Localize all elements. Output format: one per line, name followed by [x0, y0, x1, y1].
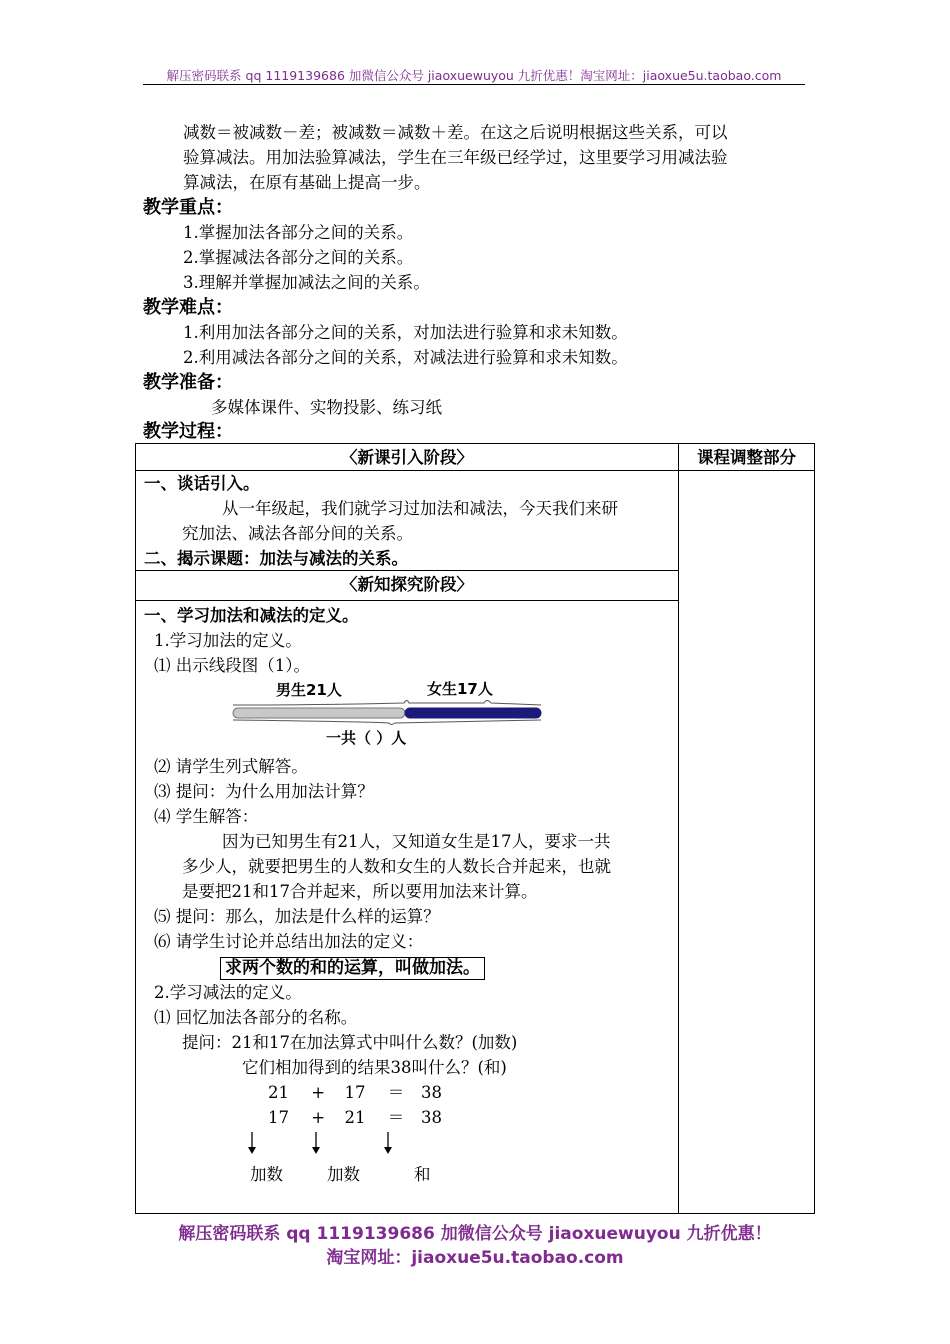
question-text: 提问：21和17在加法算式中叫什么数？(加数): [182, 1033, 518, 1052]
down-arrows: [244, 1130, 404, 1156]
step-item: ⑵ 请学生列式解答。: [154, 757, 308, 776]
eq-addend-b: 21: [344, 1108, 366, 1127]
eq-equals: ＝: [387, 1108, 405, 1127]
equation-row: [144, 1080, 674, 1105]
preparation-section: [143, 370, 823, 420]
answer-text: 因为已知男生有21人，又知道女生是17人，要求一共: [222, 832, 611, 851]
explore-heading: 一、学习加法和减法的定义。: [144, 606, 359, 625]
intro-paragraph: [143, 120, 823, 195]
preparation-text: 多媒体课件、实物投影、练习纸: [211, 398, 442, 417]
eq-plus: +: [311, 1083, 326, 1102]
step-item: ⑴ 回忆加法各部分的名称。: [154, 1008, 358, 1027]
step-item: ⑴ 出示线段图（1）。: [154, 656, 310, 675]
segment-diagram: [144, 678, 674, 754]
eq-addend-b: 17: [344, 1083, 366, 1102]
step-item: ⑹ 请学生讨论并总结出加法的定义：: [154, 932, 424, 951]
boys-label: 男生21人: [276, 681, 342, 699]
header-divider: [143, 84, 805, 85]
equation-row: [144, 1105, 674, 1130]
eq-sum: 38: [421, 1083, 442, 1102]
eq-plus: +: [311, 1108, 326, 1127]
segment-bar: [229, 696, 549, 726]
total-label: 一共（ ）人: [326, 729, 407, 747]
label-addend: 加数: [250, 1165, 283, 1184]
label-sum: 和: [414, 1165, 431, 1184]
lesson-table: [135, 443, 815, 1214]
key-point-item: 1.掌握加法各部分之间的关系。: [183, 223, 414, 242]
process-title: 教学过程：: [143, 421, 233, 442]
intro-heading: 一、谈话引入。: [144, 474, 260, 493]
label-addend: 加数: [327, 1165, 360, 1184]
footer-line-1: 解压密码联系 qq 1119139686 加微信公众号 jiaoxuewuyou 九折优惠！: [178, 1224, 772, 1244]
difficulties-title: 教学难点：: [143, 297, 233, 318]
intro-line: 验算减法。用加法验算减法，学生在三年级已经学过，这里要学习用减法验: [183, 148, 728, 167]
question-text: 它们相加得到的结果38叫什么？(和): [242, 1058, 507, 1077]
difficulties-section: [143, 295, 823, 370]
step-title: 1.学习加法的定义。: [154, 631, 302, 650]
key-points-section: [143, 195, 823, 295]
intro-text: 从一年级起，我们就学习过加法和减法，今天我们来研: [222, 499, 618, 518]
step-title: 2.学习减法的定义。: [154, 983, 302, 1002]
eq-equals: ＝: [387, 1083, 405, 1102]
explore-cell: [144, 603, 674, 1186]
intro-line: 减数＝被减数－差；被减数＝减数＋差。在这之后说明根据这些关系，可以: [183, 123, 728, 142]
intro-text: 究加法、减法各部分间的关系。: [182, 524, 413, 543]
eq-sum: 38: [421, 1108, 442, 1127]
intro-cell: [144, 471, 674, 571]
main-column-header: 〈新课引入阶段〉: [341, 448, 473, 467]
step-item: ⑸ 提问：那么，加法是什么样的运算？: [154, 907, 440, 926]
key-point-item: 2.掌握减法各部分之间的关系。: [183, 248, 414, 267]
step-item: ⑶ 提问：为什么用加法计算？: [154, 782, 374, 801]
topic-heading: 二、揭示课题：加法与减法的关系。: [144, 549, 408, 568]
naming-arrows: [144, 1130, 674, 1186]
page-header: 解压密码联系 qq 1119139686 加微信公众号 jiaoxuewuyou 九折优惠！淘宝网址：jiaoxue5u.taobao.com: [166, 68, 782, 83]
footer-line-2: 淘宝网址：jiaoxue5u.taobao.com: [326, 1248, 624, 1268]
girls-label: 女生17人: [427, 680, 493, 698]
eq-addend-a: 21: [268, 1083, 289, 1102]
difficulty-item: 1.利用加法各部分之间的关系，对加法进行验算和求未知数。: [183, 323, 628, 342]
preparation-title: 教学准备：: [143, 372, 233, 393]
key-point-item: 3.理解并掌握加减法之间的关系。: [183, 273, 430, 292]
intro-line: 算减法，在原有基础上提高一步。: [183, 173, 431, 192]
answer-text: 是要把21和17合并起来，所以要用加法来计算。: [182, 882, 538, 901]
step-item: ⑷ 学生解答：: [154, 807, 259, 826]
addition-definition: 求两个数的和的运算，叫做加法。: [220, 957, 485, 980]
difficulty-item: 2.利用减法各部分之间的关系，对减法进行验算和求未知数。: [183, 348, 628, 367]
key-points-title: 教学重点：: [143, 197, 233, 218]
table-row-divider: [136, 600, 678, 601]
stage2-header: 〈新知探究阶段〉: [341, 575, 473, 594]
side-column-header: 课程调整部分: [697, 448, 796, 467]
eq-addend-a: 17: [268, 1108, 289, 1127]
table-column-divider: [678, 444, 679, 1213]
process-section: [143, 419, 823, 444]
answer-text: 多少人，就要把男生的人数和女生的人数长合并起来，也就: [182, 857, 611, 876]
